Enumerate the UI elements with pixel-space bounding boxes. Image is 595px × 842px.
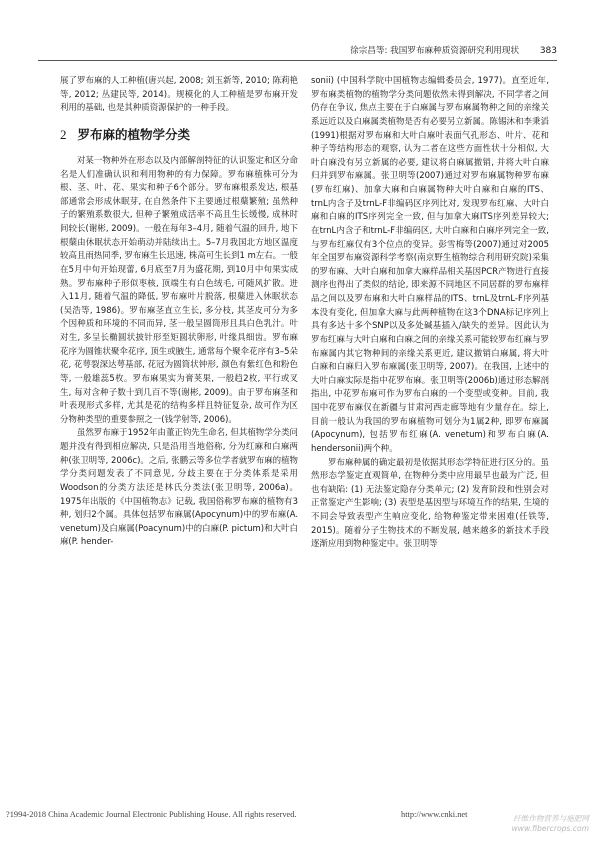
footer-url: http://www.cnki.net (401, 810, 468, 819)
body-paragraph: 对某一物种外在形态以及内部解剖特征的认识鉴定和区分命名是人们准确认识和利用物种的有力保障。罗布麻植株可分为根、茎、叶、花、果实和种子6个部分。罗布麻根系发达, 根基部通常会形成休眠芽, 在自然条件下主要通过根蘖繁殖; 虽然种子的繁殖系数很大, 但种子繁殖成活率不高且生长缓慢, 成林时间较长(谢彬, 2009)。一般在每年3–4月, 随着气温的回升, 地下根蘖由休眠状态开始萌动并陆续出土。5–7月我国北方地区温度较高且雨热同季, 罗布麻生长迅速, 株高可生长到1 m左右。一般在5月中旬开始现蕾, 6月底至7月为盛花期, 到10月中旬果实成熟。罗布麻种子形似枣核, 顶端生有白色绒毛, 可随风扩散。进入11月, 随着气温的降低, 罗布麻叶片脱落, 根蘖进入休眠状态(吴浩等, 1986)。罗布麻茎直立生长, 多分枝, 其茎皮可分为多个因种质和环境的不同而异, 茎一般呈圆筒形且具白色乳汁。叶对生, 多呈长椭圆状披针形至矩圆状卵形, 叶缘具细齿。罗布麻花序为圆锥状聚伞花序, 顶生或腋生, 通常每个聚伞花序有3–5朵花, 花萼裂深达萼基部, 花冠为圆筒状钟形, 颜色有紫红色和粉色等, 一般雄蕊5枚。罗布麻果实为膏荚果, 一般趋2枚, 平行或叉生, 每对含种子数十到几百不等(谢彬, 2009)。由于罗布麻茎和叶表现形式多样, 尤其是花的结构多样且特征复杂, 故可作为区分物种类型的重要参照之一(钱学射等, 2006)。 (60, 154, 298, 424)
running-header (38, 44, 557, 61)
body-paragraph-continued: sonii) (中国科学院中国植物志编辑委员会, 1977)。直至近年, 罗布麻类植物的植物学分类问题依然未得到解决, 不同学者之间仍存在争议, 焦点主要在于白麻属与罗布麻属物种之间的亲缘关系远近以及白麻属类植物是否有必要另立新属。陈锡沐和李秉滔(1991)根据对罗布麻和大叶白麻叶表面气孔形态、叶片、花和种子等结构形态的观察, 认为二者在这些方面性状十分相似, 大叶白麻没有另立新属的必要, 建议将白麻属撤销, 并将大叶白麻归并到罗布麻属。张卫明等(2007)通过对罗布麻属物种罗布麻(罗布红麻)、加拿大麻和白麻属物种大叶白麻和白麻的ITS、trnL内含子及trnL-F非编码区序列比对, 发现罗布红麻、大叶白麻和白麻的ITS序列完全一致, 但与加拿大麻ITS序列差异较大; 在trnL内含子和trnL-F非编码区, 大叶白麻和白麻序列完全一致, 与罗布红麻仅有3个位点的变异。彭雪梅等(2007)通过对2005年全国罗布麻资源科学考察(南京野生植物综合利用研究院)采集的罗布麻、大叶白麻和加拿大麻样品相关基因PCR产物进行直接测序也得出了类似的结论, 即来源不同地区不同居群的罗布麻样品之间以及罗布麻和大叶白麻样品的ITS、trnL及trnL-F序列基本没有变化, 但加拿大麻与此两种植物在这3个DNA标记序列上具有多达十多个SNP以及多处碱基插入/缺失的差异。因此认为罗布红麻与大叶白麻和白麻之间的亲缘关系可能较罗布红麻与罗布麻属内其它物种间的亲缘关系更近, 建议撤销白麻属, 将大叶白麻和白麻归入罗布麻属(张卫明等, 2007)。在我国, 上述中的大叶白麻实际是指中花罗布麻。张卫明等(2006b)通过形态解剖指出, 中花罗布麻可作为罗布白麻的一个变型或变种。目前, 我国中花罗布麻仅在新疆与甘肃河西走廊等地有少量存在。综上, 目前一般认为我国的罗布麻植物可划分为1属2种, 即罗布麻属(Apocynum), 包括罗布红麻(A. venetum)和罗布白麻(A. hendersonii)两个种。 (311, 75, 549, 453)
body-paragraph: 罗布麻种属的确定最初是依据其形态学特征进行区分的。虽然形态学鉴定直观简单, 在物种分类中应用最早也最为广泛, 但也有缺陷: (1) 无法鉴定隐存分类单元; (2) 发育阶段和性别会对正常鉴定产生影响; (3) 表型是基因型与环境互作的结果, 生境的不同会导致表型产生响应变化, 给物种鉴定带来困难(任铁等, 2015)。随着分子生物技术的不断发展, 越来越多的新技术手段逐渐应用到物种鉴定中。张卫明等 (311, 456, 549, 549)
watermark (512, 814, 589, 834)
page-number: 383 (539, 46, 557, 56)
intro-paragraph: 展了罗布麻的人工种植(唐兴起, 2008; 刘玉新等, 2010; 陈莉艳等, 2012; 丛建民等, 2014)。规模化的人工种植是罗布麻开发利用的基础, 也是其种质资源保护的一种手段。 (60, 75, 298, 113)
copyright-notice: ?1994-2018 China Academic Journal Electronic Publishing House. All rights reserved. (6, 810, 297, 819)
body-paragraph: 虽然罗布麻于1952年由董正钧先生命名, 但其植物学分类问题并没有得到相应解决, 只是沿用当地俗称, 分为红麻和白麻两种(张卫明等, 2006c)。之后, 张鹏云等多位学者就罗布麻的植物学分类问题发表了不同意见, 分歧主要在于分类体系是采用Woodson的分类方法还是林氏分类法(张卫明等, 2006a)。1975年出版的《中国植物志》记载, 我国俗称罗布麻的植物有3种, 划归2个属。具体包括罗布麻属(Apocynum)中的罗布麻(A. venetum)及白麻属(Poacynum)中的白麻(P. pictum)和大叶白麻(P. hender- (60, 427, 298, 547)
section-heading (60, 127, 298, 143)
left-column (60, 74, 298, 549)
running-title: 徐宗昌等: 我国罗布麻种质资源研究利用现状 (350, 46, 520, 56)
watermark-text: 纤维作物营养与施肥网 (513, 814, 589, 823)
watermark-url: www.fibercrops.com (511, 824, 589, 833)
section-number: 2 (60, 126, 67, 142)
page-footer (0, 810, 595, 826)
section-title: 罗布麻的植物学分类 (77, 126, 191, 142)
right-column (311, 74, 549, 551)
